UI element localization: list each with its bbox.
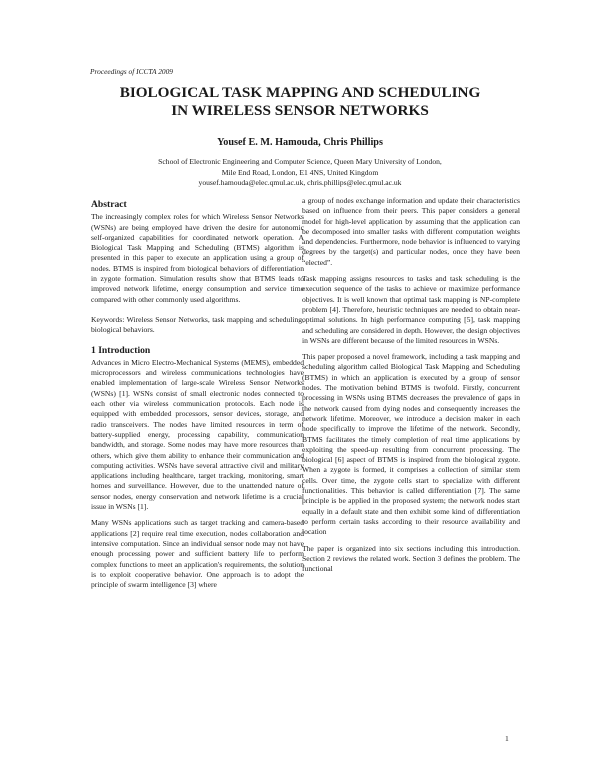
keywords: Keywords: Wireless Sensor Networks, task mapping and scheduling, biological behaviors. [91, 314, 304, 335]
body-paragraph: a group of nodes exchange information and update their characteristics based on influence from their peers. This paper considers a general model for high-level application by assuming that the application can be decomposed into smaller tasks with different computation weights and dependencies. Furthermore, node behavior is influenced to varying degrees by the target(s) and particular nodes, once they have been “elected”. [302, 196, 520, 267]
title-line-1: BIOLOGICAL TASK MAPPING AND SCHEDULING [119, 84, 481, 101]
title-line-2: IN WIRELESS SENSOR NETWORKS [171, 102, 429, 119]
body-paragraph: Task mapping assigns resources to tasks and task scheduling is the execution sequence of the tasks to achieve or maximize performance objectives. It is well known that optimal task mapping is NP-complete problem [4]. Therefore, heuristic techniques are needed to obtain near-optimal solutions. In high performance computing [5], task mapping and scheduling are considered in depth. However, the design objectives in WSNs are different because of the limited resources in WSNs. [302, 274, 520, 345]
affiliation-line-1: School of Electronic Engineering and Computer Science, Queen Mary University of London, [158, 157, 442, 166]
right-column [302, 196, 520, 574]
body-paragraph: The paper is organized into six sections including this introduction. Section 2 reviews the related work. Section 3 defines the problem. The functional [302, 543, 520, 574]
affiliation [60, 157, 540, 189]
page-number: 1 [505, 734, 509, 743]
intro-paragraph-2: Many WSNs applications such as target tracking and camera-based applications [2] require real time execution, nodes collaboration and intensive computation. Since an individual sensor node may not have enough processing power and sufficient battery life to perform complex functions to meet an application's requirements, the solution is to exploit cooperative behavior. One approach is to adopt the principle of swarm intelligence [3] where [91, 518, 304, 590]
left-column [91, 200, 304, 590]
proceedings-header: Proceedings of ICCTA 2009 [90, 67, 174, 76]
email-line: yousef.hamouda@elec.qmul.ac.uk, chris.phillips@elec.qmul.ac.uk [198, 178, 402, 188]
paper-title [60, 84, 540, 120]
introduction-heading: 1 Introduction [91, 344, 151, 356]
affiliation-line-2: Mile End Road, London, E1 4NS, United Kingdom [221, 167, 379, 177]
intro-paragraph-1: Advances in Micro Electro-Mechanical Systems (MEMS), embedded microprocessors and wireless communications technologies have enabled implementation of large-scale Wireless Sensor Networks (WSNs) [1]. WSNs consist of small electronic nodes connected to each other via wireless communication protocols. Each node is equipped with embedded processors, sensor devices, storage, and radio transceivers. The nodes have limited resources in term of battery-supplied energy, processing capability, communication bandwidth, and storage. Some nodes may have more resources than others, which give them ability to enhance their communication and computing activities. WSNs have several attractive civil and military applications including healthcare, target tracking, monitoring, smart homes and surveillance. However, due to the unattended nature of sensor nodes, energy conservation and network lifetime is a crucial issue in WSNs [1]. [91, 357, 304, 512]
body-paragraph: This paper proposed a novel framework, including a task mapping and scheduling algorithm called Biological Task Mapping and Scheduling (BTMS) in which an application is executed by a group of sensor nodes. The motivation behind BTMS is twofold. Firstly, concurrent processing in WSNs using BTMS decreases the prevalence of gaps in the network caused from dying nodes and consequently increases the network lifetime. Moreover, we introduce a decision maker in each node specifically to improve the lifetime of the network. Secondly, BTMS facilitates the timely completion of real time applications by exploiting the speed-up resulting from concurrent processing. The biological [6] aspect of BTMS is inspired from the biological zygote. When a zygote is formed, it comprises a collection of similar stem cells. Over time, the zygote cells start to specialize with different functionalities. This behavior is called differentiation [7]. The same principle is be applied in the proposed system; the network nodes start equally in a default state and then exhibit some kind of differentiation to perform certain tasks according to their resource availability and location [302, 352, 520, 537]
abstract-heading: Abstract [91, 199, 127, 210]
authors: Yousef E. M. Hamouda, Chris Phillips [217, 137, 383, 148]
abstract-text: The increasingly complex roles for which Wireless Sensor Networks (WSNs) are being employed have driven the desire for autonomic self-organized capabilities for coordinated network operation. A Biological Task Mapping and Scheduling (BTMS) algorithm is presented in this paper to execute an application using a group of nodes. BTMS is inspired from biological behaviors of differentiation in zygote formation. Simulation results show that BTMS leads to improved network lifetime, energy consumption and service time compared with other commonly used algorithms. [91, 212, 304, 304]
